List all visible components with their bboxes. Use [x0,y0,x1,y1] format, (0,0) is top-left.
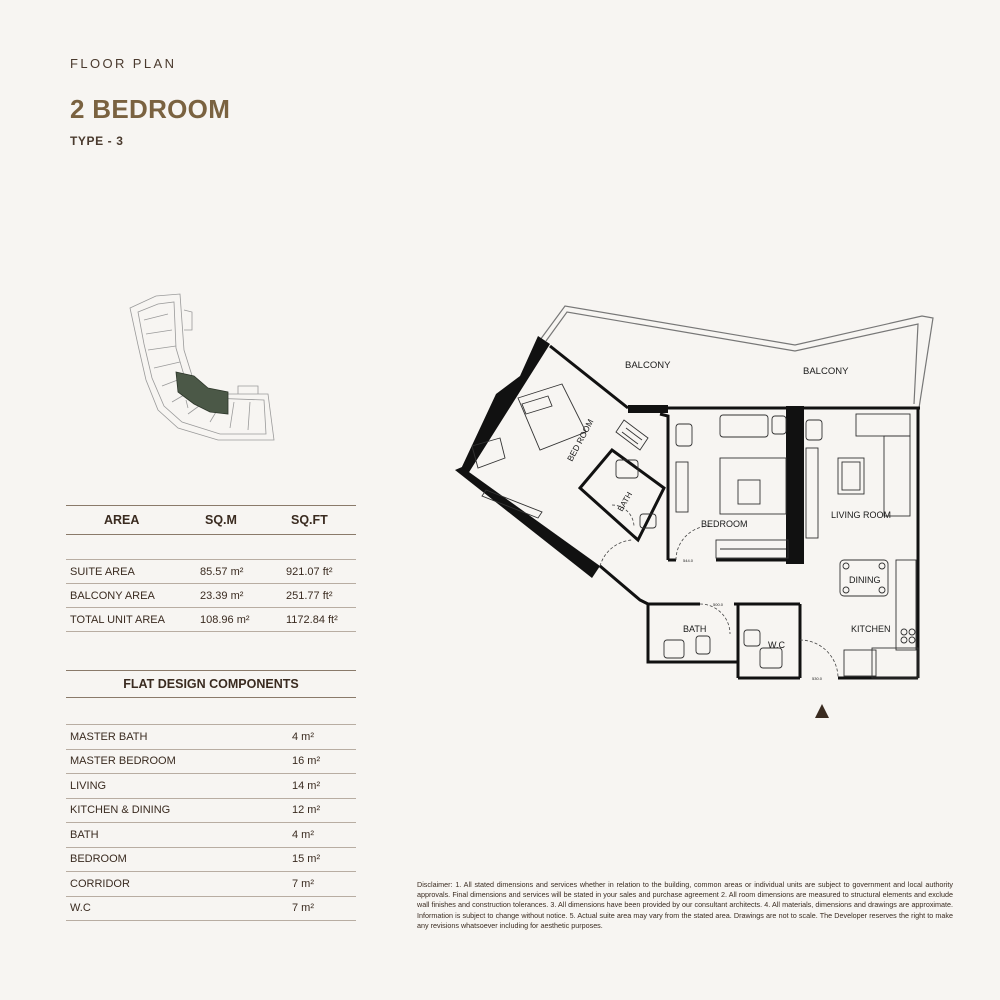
label-living-room: LIVING ROOM [831,510,892,520]
row-sqm: 23.39 m² [200,589,244,602]
list-item [66,848,356,873]
row-sqft: 251.77 ft² [286,589,333,602]
component-label: KITCHEN & DINING [70,804,171,817]
component-label: MASTER BEDROOM [70,755,176,768]
svg-text:500.0: 500.0 [713,602,724,607]
list-item [66,823,356,848]
row-sqm: 85.57 m² [200,565,244,578]
label-balcony-left: BALCONY [625,360,671,371]
component-label: MASTER BATH [70,730,148,743]
label-balcony-right: BALCONY [803,366,849,377]
label-wc: W.C [768,640,785,650]
floor-plan-eyebrow: FLOOR PLAN [70,56,177,71]
area-table [66,505,356,632]
header-sqm: SQ.M [205,513,237,527]
components-header [66,670,356,698]
component-value: 16 m² [292,755,321,768]
component-label: BEDROOM [70,853,127,866]
component-value: 7 m² [292,877,314,890]
unit-type: TYPE - 3 [70,134,124,148]
component-value: 7 m² [292,902,314,915]
table-row [66,560,356,584]
component-value: 4 m² [292,828,314,841]
list-item [66,799,356,824]
row-sqft: 1172.84 ft² [286,613,338,626]
components-table [66,670,356,921]
components-title: FLAT DESIGN COMPONENTS [123,677,299,691]
area-table-header [66,505,356,535]
disclaimer-text: Disclaimer: 1. All stated dimensions and services whether in relation to the building, common areas or individual units are subject to government and local authority approvals. Final dimensions and services will be stated in your sales and purchase agreement 2. All room dimensions are measured to structural elements and exclude wall finishes and construction tolerances. 3. All dimensions have been provided by our consultant architects. 4. All materials, dimensions and drawings are approximate. Information is subject to change without notice. 5. Actual suite area may vary from the stated area. Drawings are not to scale. The Developer reserves the right to make any revisions whatsoever including for aesthetic purposes. [417,880,953,930]
component-value: 4 m² [292,730,314,743]
label-kitchen: KITCHEN [851,624,891,634]
floor-plan-drawing [445,300,935,725]
label-dining: DINING [849,575,881,585]
row-label: SUITE AREA [70,565,135,578]
list-item [66,774,356,799]
highlighted-unit [176,372,228,414]
label-bedroom: BEDROOM [701,519,748,529]
list-item [66,872,356,897]
row-label: BALCONY AREA [70,589,155,602]
list-item [66,897,356,922]
table-row [66,584,356,608]
label-master-bedroom: BED ROOM [564,417,596,463]
label-master-bath: BATH [615,490,635,513]
component-value: 12 m² [292,804,321,817]
svg-text:544.0: 544.0 [683,558,694,563]
header-area: AREA [104,513,140,527]
component-value: 15 m² [292,853,321,866]
row-label: TOTAL UNIT AREA [70,613,165,626]
list-item [66,725,356,750]
north-arrow-icon [815,704,829,718]
row-sqm: 108.96 m² [200,613,250,626]
component-label: W.C [70,902,91,915]
component-label: LIVING [70,779,107,792]
header-sqft: SQ.FT [291,513,328,527]
list-item [66,750,356,775]
page-title: 2 BEDROOM [70,94,231,124]
row-sqft: 921.07 ft² [286,565,333,578]
key-plan [118,290,283,450]
component-label: CORRIDOR [70,877,130,890]
label-bath: BATH [683,624,707,634]
table-row [66,608,356,632]
svg-text:530.0: 530.0 [812,676,823,681]
component-value: 14 m² [292,779,321,792]
component-label: BATH [70,828,99,841]
